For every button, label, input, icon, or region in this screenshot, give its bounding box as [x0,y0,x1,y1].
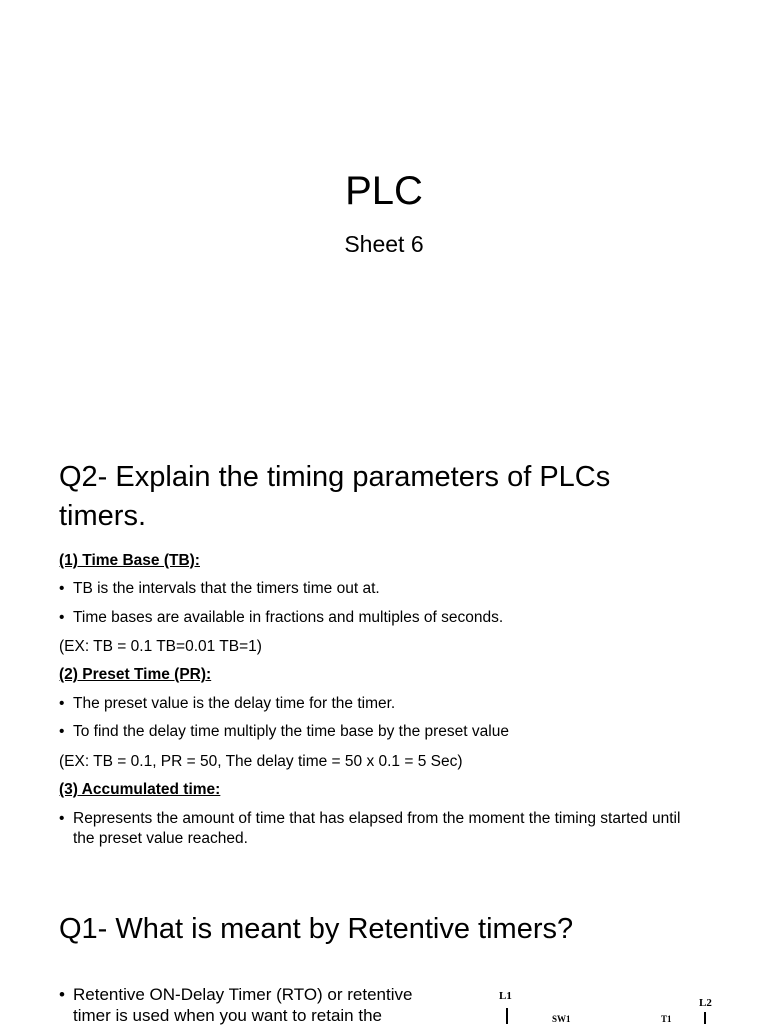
preset-time-example: (EX: TB = 0.1, PR = 50, The delay time = 50 x 0.1 = 5 Sec) [59,753,463,770]
left-power-rail [506,1008,508,1024]
list-item-text-line1: Retentive ON-Delay Timer (RTO) or retentive [73,985,413,1004]
bullet-mark: • [59,609,65,626]
right-power-rail [704,1012,706,1024]
list-item-text: Time bases are available in fractions and multiples of seconds. [73,609,504,626]
section-time-base-heading: (1) Time Base (TB): [59,552,200,569]
bullet-mark: • [59,723,65,740]
list-item [59,722,689,742]
ladder-diagram [490,985,720,1024]
bullet-mark: • [59,695,65,712]
switch-label: SW1 [552,1014,571,1024]
left-rail-label: L1 [499,990,512,1002]
q2-heading [59,458,719,536]
page-subtitle: Sheet 6 [344,231,424,257]
page-title: PLC [345,169,423,213]
section-preset-time-heading: (2) Preset Time (PR): [59,666,212,683]
q2-heading-line1: Q2- Explain the timing parameters of PLCs [59,461,611,493]
list-item-text: Represents the amount of time that has elapsed from the moment the timing started until the preset value reached. [73,810,681,847]
q1-heading: Q1- What is meant by Retentive timers? [59,913,574,945]
bullet-mark: • [59,810,65,827]
timer-label: T1 [661,1014,672,1024]
list-item-text-line2: timer is used when you want to retain the [73,1006,382,1025]
bullet-mark: • [59,580,65,597]
bullet-mark: • [59,985,65,1004]
list-item-text: To find the delay time multiply the time base by the preset value [73,723,509,740]
time-base-example: (EX: TB = 0.1 TB=0.01 TB=1) [59,638,262,655]
list-item [59,608,689,628]
list-item [59,694,689,714]
list-item [59,809,689,849]
q2-heading-line2: timers. [59,500,146,532]
list-item-text: The preset value is the delay time for the timer. [73,695,396,712]
list-item-text: TB is the intervals that the timers time out at. [73,580,380,597]
list-item [59,579,689,599]
list-item [59,984,459,1026]
right-rail-label: L2 [699,997,712,1009]
section-accumulated-time-heading: (3) Accumulated time: [59,781,221,798]
